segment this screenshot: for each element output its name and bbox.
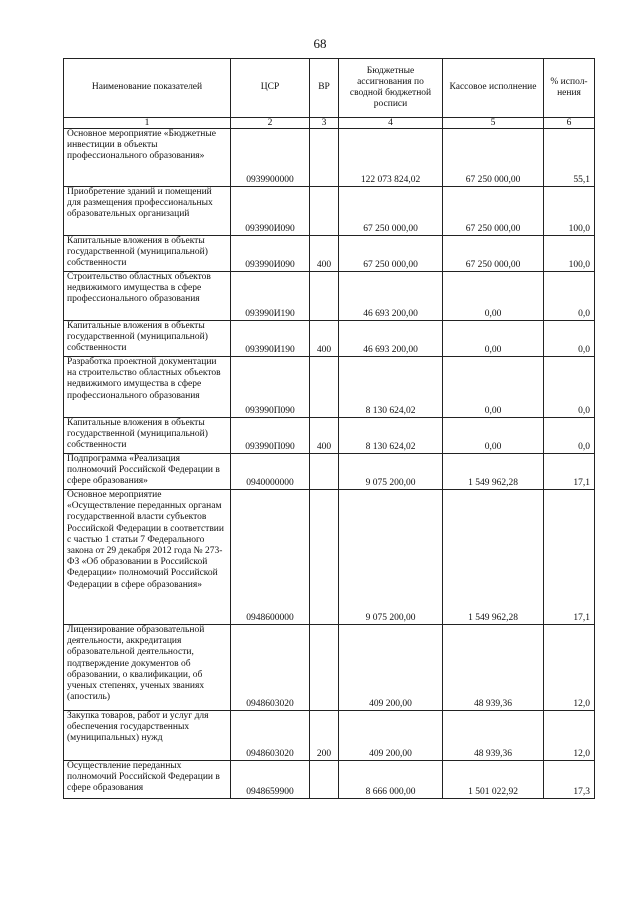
indicator-name-cell: Закупка товаров, работ и услуг для обеспечения государственных (муниципальных) нужд bbox=[64, 711, 231, 761]
indicator-name-cell: Основное мероприятие «Осуществление переданных органам государственной власти субъектов Российской Федерации в соответствии с частью 1 статьи 7 Федерального закона от 29 декабря 2012 года № 273-ФЗ «Об образовании в Российской Федерации» полномочий Российской Федерации в сфере образования» bbox=[64, 490, 231, 625]
budget-amount-cell: 8 130 624,02 bbox=[339, 357, 443, 418]
cash-execution-cell: 0,00 bbox=[443, 321, 544, 357]
percent-column-header: % испол-нения bbox=[544, 59, 595, 118]
vr-code-cell: 400 bbox=[310, 418, 339, 454]
budget-execution-table bbox=[63, 58, 595, 799]
budget-amount-cell: 409 200,00 bbox=[339, 711, 443, 761]
table-row bbox=[64, 187, 595, 236]
vr-column-header: ВР bbox=[310, 59, 339, 118]
csr-code-cell: 0948659900 bbox=[231, 761, 310, 799]
cash-execution-cell: 0,00 bbox=[443, 418, 544, 454]
column-number: 1 bbox=[64, 118, 231, 129]
name-column-header: Наименование показателей bbox=[64, 59, 231, 118]
execution-percent-cell: 100,0 bbox=[544, 187, 595, 236]
table-row bbox=[64, 490, 595, 625]
execution-percent-cell: 0,0 bbox=[544, 321, 595, 357]
column-number: 3 bbox=[310, 118, 339, 129]
table-row bbox=[64, 761, 595, 799]
vr-code-cell bbox=[310, 357, 339, 418]
cash-execution-cell: 0,00 bbox=[443, 357, 544, 418]
table-body bbox=[64, 129, 595, 799]
cash-execution-cell: 48 939,36 bbox=[443, 711, 544, 761]
csr-code-cell: 093990И090 bbox=[231, 187, 310, 236]
indicator-name-cell: Разработка проектной документации на строительство областных объектов недвижимого имущества в сфере профессионального образования bbox=[64, 357, 231, 418]
cash-execution-cell: 1 549 962,28 bbox=[443, 454, 544, 490]
csr-code-cell: 093990И090 bbox=[231, 236, 310, 272]
execution-percent-cell: 55,1 bbox=[544, 129, 595, 187]
budget-amount-cell: 9 075 200,00 bbox=[339, 490, 443, 625]
budget-amount-cell: 409 200,00 bbox=[339, 625, 443, 711]
execution-percent-cell: 17,1 bbox=[544, 490, 595, 625]
indicator-name-cell: Строительство областных объектов недвижимого имущества в сфере профессионального образования bbox=[64, 272, 231, 321]
vr-code-cell bbox=[310, 129, 339, 187]
csr-code-cell: 093990И190 bbox=[231, 321, 310, 357]
table-row bbox=[64, 711, 595, 761]
budget-amount-cell: 8 666 000,00 bbox=[339, 761, 443, 799]
cash-execution-cell: 67 250 000,00 bbox=[443, 129, 544, 187]
budget-amount-cell: 8 130 624,02 bbox=[339, 418, 443, 454]
budget-amount-cell: 46 693 200,00 bbox=[339, 321, 443, 357]
cash-execution-cell: 1 501 022,92 bbox=[443, 761, 544, 799]
csr-code-cell: 0948603020 bbox=[231, 625, 310, 711]
execution-percent-cell: 17,3 bbox=[544, 761, 595, 799]
cash-execution-cell: 1 549 962,28 bbox=[443, 490, 544, 625]
csr-code-cell: 093990И190 bbox=[231, 272, 310, 321]
budget-amount-cell: 67 250 000,00 bbox=[339, 236, 443, 272]
execution-percent-cell: 0,0 bbox=[544, 357, 595, 418]
table-header-row bbox=[64, 59, 595, 118]
budget-amount-cell: 67 250 000,00 bbox=[339, 187, 443, 236]
indicator-name-cell: Подпрограмма «Реализация полномочий Российской Федерации в сфере образования» bbox=[64, 454, 231, 490]
column-number: 2 bbox=[231, 118, 310, 129]
vr-code-cell bbox=[310, 272, 339, 321]
cash-execution-cell: 67 250 000,00 bbox=[443, 187, 544, 236]
csr-code-cell: 0948600000 bbox=[231, 490, 310, 625]
csr-code-cell: 093990П090 bbox=[231, 418, 310, 454]
csr-code-cell: 0948603020 bbox=[231, 711, 310, 761]
indicator-name-cell: Осуществление переданных полномочий Российской Федерации в сфере образования bbox=[64, 761, 231, 799]
table-row bbox=[64, 357, 595, 418]
table-row bbox=[64, 129, 595, 187]
table-row bbox=[64, 454, 595, 490]
budget-amount-cell: 122 073 824,02 bbox=[339, 129, 443, 187]
cash-execution-cell: 67 250 000,00 bbox=[443, 236, 544, 272]
table-row bbox=[64, 236, 595, 272]
vr-code-cell: 200 bbox=[310, 711, 339, 761]
cash-execution-cell: 0,00 bbox=[443, 272, 544, 321]
table-row bbox=[64, 321, 595, 357]
execution-percent-cell: 12,0 bbox=[544, 711, 595, 761]
execution-percent-cell: 0,0 bbox=[544, 272, 595, 321]
csr-code-cell: 093990П090 bbox=[231, 357, 310, 418]
budget-amount-cell: 46 693 200,00 bbox=[339, 272, 443, 321]
indicator-name-cell: Капитальные вложения в объекты государственной (муниципальной) собственности bbox=[64, 236, 231, 272]
vr-code-cell bbox=[310, 761, 339, 799]
cash-column-header: Кассовое исполнение bbox=[443, 59, 544, 118]
page-number: 68 bbox=[313, 36, 327, 51]
indicator-name-cell: Приобретение зданий и помещений для размещения профессиональных образовательных организаций bbox=[64, 187, 231, 236]
vr-code-cell: 400 bbox=[310, 236, 339, 272]
budget-amount-cell: 9 075 200,00 bbox=[339, 454, 443, 490]
column-number: 4 bbox=[339, 118, 443, 129]
indicator-name-cell: Капитальные вложения в объекты государственной (муниципальной) собственности bbox=[64, 321, 231, 357]
table-row bbox=[64, 272, 595, 321]
column-number-row bbox=[64, 118, 595, 129]
vr-code-cell bbox=[310, 490, 339, 625]
csr-code-cell: 0939900000 bbox=[231, 129, 310, 187]
csr-code-cell: 0940000000 bbox=[231, 454, 310, 490]
vr-code-cell: 400 bbox=[310, 321, 339, 357]
execution-percent-cell: 17,1 bbox=[544, 454, 595, 490]
indicator-name-cell: Лицензирование образовательной деятельности, аккредитация образовательной деятельности, подтверждение документов об образовании, о квалификации, об ученых степенях, ученых званиях (апостиль) bbox=[64, 625, 231, 711]
column-number: 6 bbox=[544, 118, 595, 129]
cash-execution-cell: 48 939,36 bbox=[443, 625, 544, 711]
execution-percent-cell: 12,0 bbox=[544, 625, 595, 711]
indicator-name-cell: Основное мероприятие «Бюджетные инвестиции в объекты профессионального образования» bbox=[64, 129, 231, 187]
budget-column-header: Бюджетные ассигнования по сводной бюджетной росписи bbox=[339, 59, 443, 118]
csr-column-header: ЦСР bbox=[231, 59, 310, 118]
vr-code-cell bbox=[310, 625, 339, 711]
vr-code-cell bbox=[310, 454, 339, 490]
execution-percent-cell: 0,0 bbox=[544, 418, 595, 454]
vr-code-cell bbox=[310, 187, 339, 236]
table-row bbox=[64, 625, 595, 711]
indicator-name-cell: Капитальные вложения в объекты государственной (муниципальной) собственности bbox=[64, 418, 231, 454]
execution-percent-cell: 100,0 bbox=[544, 236, 595, 272]
table-row bbox=[64, 418, 595, 454]
column-number: 5 bbox=[443, 118, 544, 129]
